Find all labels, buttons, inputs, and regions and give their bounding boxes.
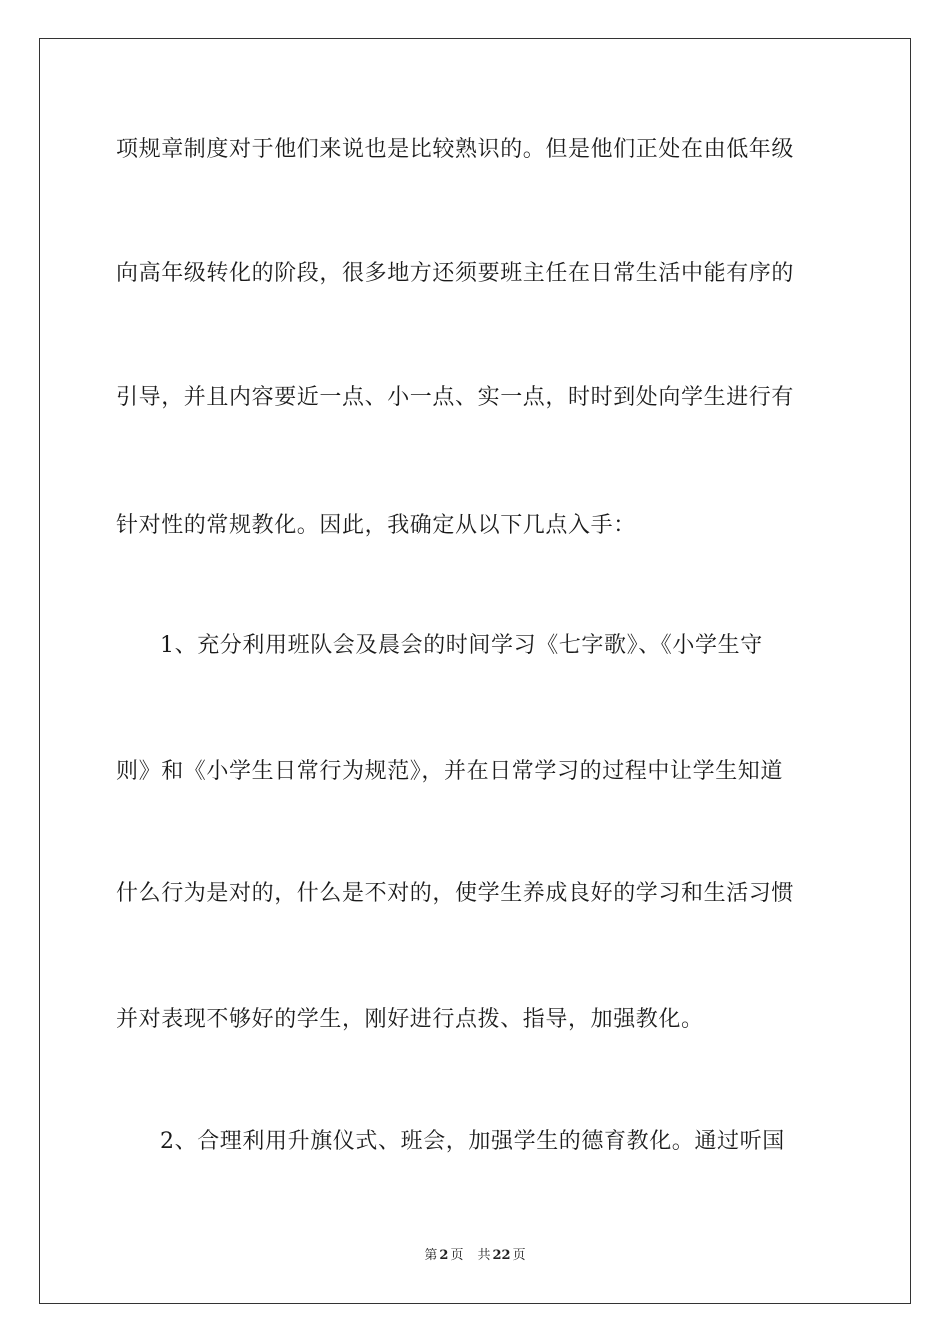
page-border <box>39 38 911 1304</box>
total-suffix: 页 <box>512 1248 526 1263</box>
page-footer <box>0 1247 950 1265</box>
total-prefix: 共 <box>477 1248 491 1263</box>
text-line: 针对性的常规教化。因此，我确定从以下几点入手： <box>116 513 636 538</box>
page-prefix: 第 <box>424 1248 438 1263</box>
list-item-2-start: 2、合理利用升旗仪式、班会，加强学生的德育教化。通过听国 <box>160 1129 785 1154</box>
text-line: 项规章制度对于他们来说也是比较熟识的。但是他们正处在由低年级 <box>116 137 795 162</box>
list-item-1-start: 1、充分利用班队会及晨会的时间学习《七字歌》、《小学生守 <box>160 633 763 658</box>
total-pages: 22 <box>492 1248 511 1263</box>
text-line: 并对表现不够好的学生，刚好进行点拨、指导，加强教化。 <box>116 1007 704 1032</box>
page-suffix: 页 <box>450 1248 464 1263</box>
text-line: 引导，并且内容要近一点、小一点、实一点，时时到处向学生进行有 <box>116 385 795 410</box>
page-number: 2 <box>439 1248 449 1263</box>
text-line: 向高年级转化的阶段，很多地方还须要班主任在日常生活中能有序的 <box>116 261 795 286</box>
text-line: 什么行为是对的，什么是不对的，使学生养成良好的学习和生活习惯 <box>116 881 795 906</box>
text-line: 则》和《小学生日常行为规范》，并在日常学习的过程中让学生知道 <box>116 759 784 784</box>
